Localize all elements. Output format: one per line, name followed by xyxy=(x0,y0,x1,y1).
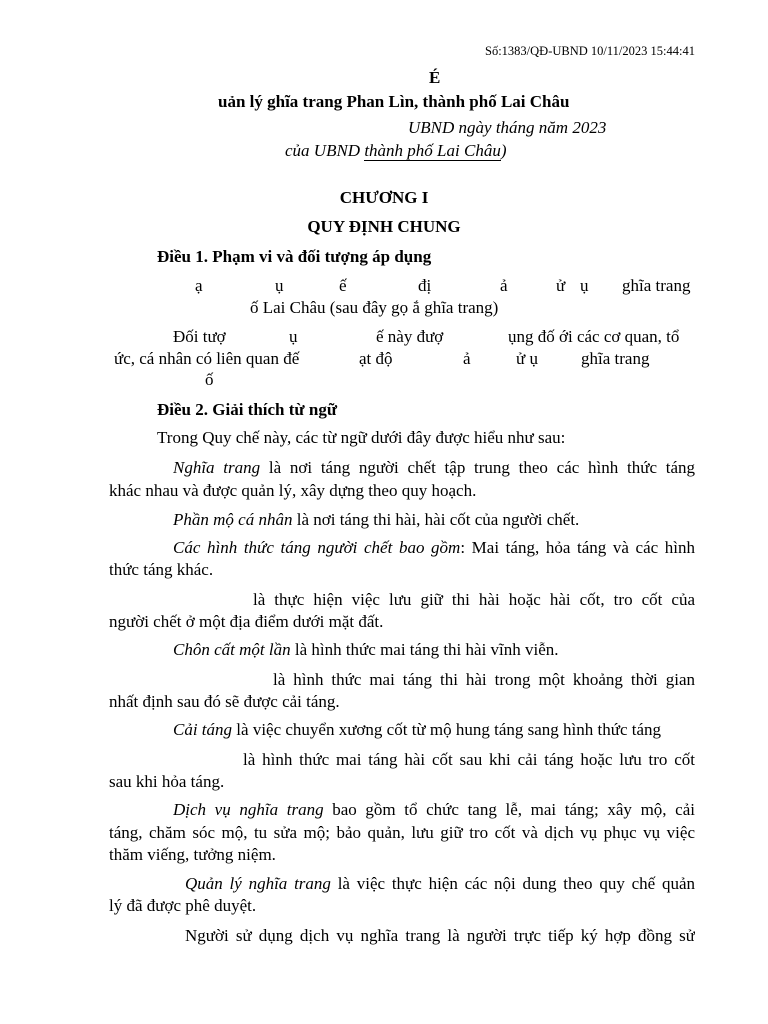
article-1-p1-frag-5: ả xyxy=(500,276,508,295)
definition-cemetery-management-line-2: lý đã được phê duyệt. xyxy=(109,896,257,915)
definition-cemetery-services-line-3: thăm viếng, tưởng niệm. xyxy=(109,845,276,864)
article-1-p2-c: ế này đượ xyxy=(376,327,444,346)
definition-grave xyxy=(173,510,579,530)
definition-cemetery-services-term: Dịch vụ nghĩa trang xyxy=(173,800,324,819)
definition-burial-forms-line-1 xyxy=(173,538,695,560)
document-number-stamp: Số:1383/QĐ-UBND 10/11/2023 15:44:41 xyxy=(485,44,695,58)
article-1-p1-frag-3: ế xyxy=(339,276,347,295)
chapter-number: CHƯƠNG I xyxy=(339,188,429,207)
article-1-p2-i: ghĩa trang xyxy=(581,349,650,368)
definition-cemetery-management-text: là việc thực hiện các nội dung theo quy chế quản xyxy=(330,874,695,893)
article-1-p1-frag-1: ạ xyxy=(195,276,203,295)
article-1-p1-frag-2: ụ xyxy=(275,276,284,295)
definition-reburial-text: là việc chuyển xương cốt từ mộ hung táng sang hình thức táng xyxy=(232,720,662,739)
article-1-p2-j: ố xyxy=(205,370,214,389)
article-1-p1-line-2: ố Lai Châu (sau đây gọ ắ ghĩa trang) xyxy=(250,298,499,317)
definition-burial-forms-term: Các hình thức táng người chết bao gồm xyxy=(173,538,461,557)
definition-burial-forms-line-2: thức táng khác. xyxy=(109,560,214,579)
article-1-p1-frag-4: đị xyxy=(418,276,432,295)
definition-grave-text: là nơi táng thi hài, hài cốt của người chết. xyxy=(292,510,580,529)
definition-single-burial xyxy=(173,640,559,660)
article-1-p2-a: Đối tượ xyxy=(173,327,226,346)
subtitle-line-2-a: của UBND xyxy=(285,141,365,160)
definition-single-burial-term: Chôn cất một lần xyxy=(173,640,291,659)
article-1-heading: Điều 1. Phạm vi và đối tượng áp dụng xyxy=(157,247,432,266)
subtitle-line-2 xyxy=(285,141,507,161)
chapter-name: QUY ĐỊNH CHUNG xyxy=(307,217,461,236)
definition-permanent-burial-line-2: sau khi hỏa táng. xyxy=(109,772,225,791)
definition-grave-term: Phần mộ cá nhân xyxy=(173,510,293,529)
definition-cemetery-services-text: bao gồm tổ chức tang lễ, mai táng; xây mộ, cải xyxy=(323,800,695,819)
definition-cemetery-services-line-2: táng, chăm sóc mộ, tu sửa mộ; bảo quản, lưu giữ tro cốt và dịch vụ phục vụ việc xyxy=(109,823,695,842)
definition-temporary-burial-line-2: nhất định sau đó sẽ được cải táng. xyxy=(109,692,340,711)
definition-temporary-burial-line-1: là hình thức mai táng thi hài trong một khoảng thời gian xyxy=(273,670,695,689)
definition-reburial-term: Cải táng xyxy=(173,720,233,739)
definition-single-burial-text: là hình thức mai táng thi hài vĩnh viễn. xyxy=(290,640,559,659)
title-fragment: É xyxy=(429,68,441,87)
definition-cemetery-line-1 xyxy=(173,458,695,480)
article-1-p2-h: ử ụ xyxy=(516,349,538,368)
definition-cemetery-text: là nơi táng người chết tập trung theo các hình thức táng xyxy=(260,458,695,477)
article-2-heading: Điều 2. Giải thích từ ngữ xyxy=(157,400,338,419)
definition-burial-forms-text: : Mai táng, hỏa táng và các hình xyxy=(460,538,695,557)
article-1-p2-b: ụ xyxy=(289,327,298,346)
definition-interment-line-1: là thực hiện việc lưu giữ thi hài hoặc hài cốt, tro cốt của xyxy=(253,590,695,609)
article-2-intro: Trong Quy chế này, các từ ngữ dưới đây được hiểu như sau: xyxy=(157,428,566,447)
article-1-p2-f: ạt độ xyxy=(359,349,393,368)
subtitle-line-2-underlined: thành phố Lai Châu xyxy=(364,141,501,160)
definition-reburial xyxy=(173,720,661,740)
definition-cemetery-services-line-1 xyxy=(173,800,695,822)
subtitle-line-2-c: ) xyxy=(500,141,507,160)
definition-cemetery-management-term: Quản lý nghĩa trang xyxy=(185,874,331,893)
definition-cemetery-term: Nghĩa trang xyxy=(173,458,261,477)
definition-service-user-line-1: Người sử dụng dịch vụ nghĩa trang là người trực tiếp ký hợp đồng sử xyxy=(185,926,695,945)
subtitle-line-1: UBND ngày tháng năm 2023 xyxy=(408,118,607,137)
article-1-p1-frag-8: ghĩa trang xyxy=(622,276,691,295)
article-1-p2-g: ả xyxy=(463,349,471,368)
article-1-p1-frag-7: ụ xyxy=(580,276,589,295)
definition-permanent-burial-line-1: là hình thức mai táng hài cốt sau khi cải táng hoặc lưu tro cốt xyxy=(243,750,695,769)
definition-interment-line-2: người chết ở một địa điểm dưới mặt đất. xyxy=(109,612,384,631)
article-1-p2-d: ụng đố ới các cơ quan, tổ xyxy=(508,327,680,346)
article-1-p1-frag-6: ử xyxy=(556,276,566,295)
definition-cemetery-line-2: khác nhau và được quản lý, xây dựng theo quy hoạch. xyxy=(109,481,477,500)
document-title: uản lý ghĩa trang Phan Lìn, thành phố Lai Châu xyxy=(218,92,570,111)
article-1-p2-e: ức, cá nhân có liên quan đế xyxy=(114,349,300,368)
definition-cemetery-management-line-1 xyxy=(185,874,695,896)
